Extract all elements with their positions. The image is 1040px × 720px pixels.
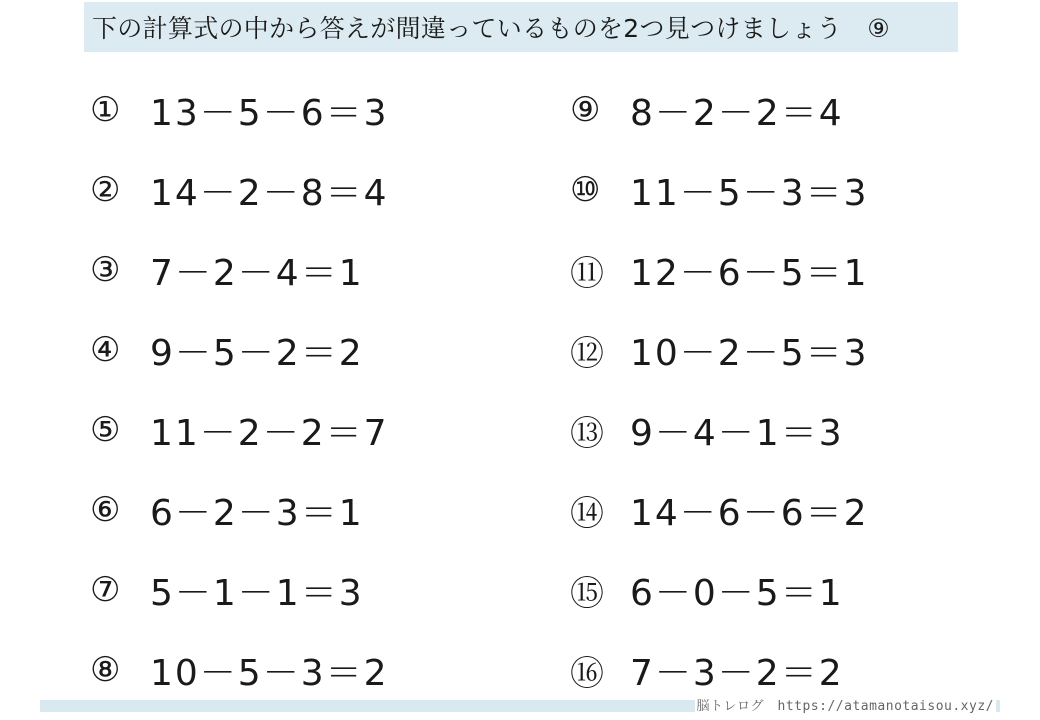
problem-number: ⑤ [90,410,121,450]
problem-column-right [570,70,869,710]
problem-number: ⑬ [570,413,604,454]
problem-item [90,70,389,150]
problem-item [90,630,389,710]
problem-expression: 7－3－2＝2 [630,652,844,694]
problem-item [570,150,869,230]
problem-expression: 11－5－3＝3 [630,172,869,214]
problem-number: ② [90,170,121,210]
problem-number: ⑮ [570,573,604,614]
problem-expression: 9－5－2＝2 [150,332,364,374]
problem-expression: 9－4－1＝3 [630,412,844,454]
problem-expression: 12－6－5＝1 [630,252,869,294]
problem-number: ⑥ [90,490,121,530]
problem-item [90,310,389,390]
problem-item [570,550,869,630]
problem-expression: 14－6－6＝2 [630,492,869,534]
problem-item [570,230,869,310]
problem-number: ① [90,90,121,130]
problem-expression: 14－2－8＝4 [150,172,389,214]
problem-number: ⑨ [570,90,601,130]
problem-item [90,150,389,230]
problem-expression: 13－5－6＝3 [150,92,389,134]
title-banner [84,2,958,52]
problem-item [90,230,389,310]
problem-number: ⑭ [570,493,604,534]
problem-column-left [90,70,389,710]
problem-item [90,390,389,470]
problem-expression: 8－2－2＝4 [630,92,844,134]
problem-item [90,470,389,550]
problem-expression: 5－1－1＝3 [150,572,364,614]
problem-number: ③ [90,250,121,290]
problem-number: ④ [90,330,121,370]
problem-number: ⑫ [570,333,604,374]
problem-item [570,70,869,150]
problem-item [90,550,389,630]
problem-number: ⑯ [570,653,604,694]
problem-item [570,310,869,390]
problem-expression: 10－2－5＝3 [630,332,869,374]
problem-number: ⑧ [90,650,121,690]
problem-expression: 10－5－3＝2 [150,652,389,694]
problem-expression: 7－2－4＝1 [150,252,364,294]
problem-expression: 6－0－5＝1 [630,572,844,614]
problem-expression: 11－2－2＝7 [150,412,389,454]
problem-number: ⑩ [570,170,601,210]
footer-credit: 脳トレログ https://atamanotaisou.xyz/ [695,695,997,714]
problem-expression: 6－2－3＝1 [150,492,364,534]
page-title: 下の計算式の中から答えが間違っているものを2つ見つけましょう ⑨ [92,14,890,43]
problem-number: ⑪ [570,253,604,294]
problem-item [570,390,869,470]
problem-item [570,470,869,550]
problem-number: ⑦ [90,570,121,610]
